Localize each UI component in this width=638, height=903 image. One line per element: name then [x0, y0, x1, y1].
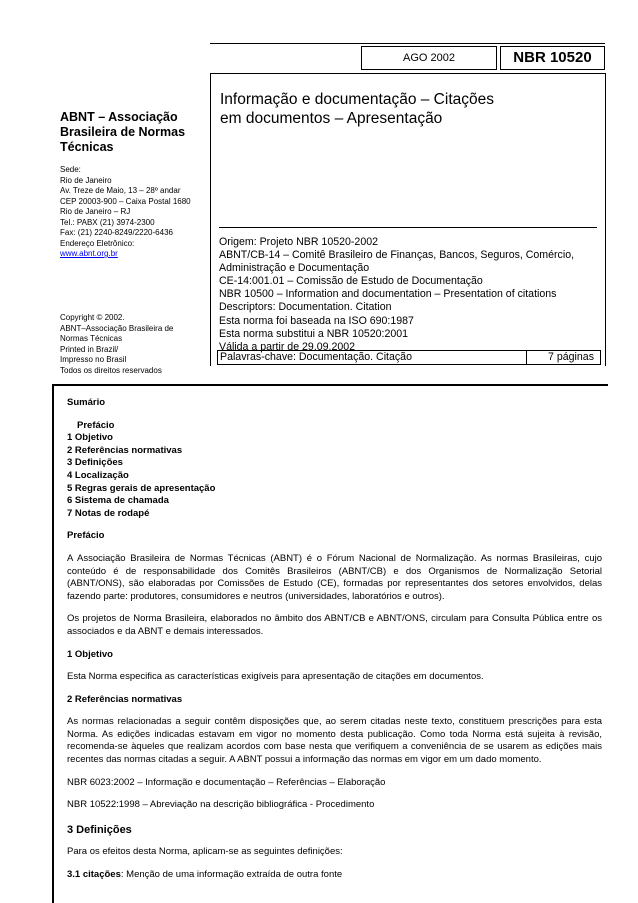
paragraph: Os projetos de Norma Brasileira, elaborados no âmbito dos ABNT/CB e ABNT/ONS, circulam para Consulta Pública entre os associados e da ABNT e demais interessados.	[67, 613, 602, 637]
website-link[interactable]: www.abnt.org.br	[60, 249, 118, 258]
toc-item[interactable]: 3 Definições	[67, 457, 123, 469]
table-of-contents	[67, 420, 602, 521]
toc-item[interactable]: 7 Notas de rodapé	[67, 507, 150, 519]
address-line: Rio de Janeiro	[60, 175, 112, 185]
definition-text: : Menção de uma informação extraída de outra fonte	[120, 869, 343, 881]
address-line: Sede:	[60, 165, 81, 174]
reference-item: NBR 6023:2002 – Informação e documentação – Referências – Elaboração	[67, 776, 386, 788]
meta-line: Esta norma substitui a NBR 10520:2001	[219, 327, 409, 340]
address-line: CEP 20003-900 – Caixa Postal 1680	[60, 196, 191, 206]
organization-address	[60, 165, 210, 260]
meta-line: Esta norma foi baseada na ISO 690:1987	[219, 314, 414, 327]
document-title-line1: Informação e documentação – Citações	[220, 91, 494, 108]
keywords-divider	[526, 351, 527, 364]
keywords-row	[217, 350, 601, 365]
address-line: Rio de Janeiro – RJ	[60, 207, 131, 216]
standard-metadata	[219, 236, 601, 354]
meta-line: Administração e Documentação	[219, 262, 370, 275]
document-body	[67, 397, 602, 882]
standard-code: NBR 10520	[500, 46, 605, 70]
definition-item	[67, 869, 602, 882]
copyright-notice	[60, 313, 210, 376]
publication-date: AGO 2002	[361, 46, 497, 70]
section-heading-objetivo: 1 Objetivo	[67, 648, 113, 660]
keywords: Palavras-chave: Documentação. Citação	[220, 351, 412, 363]
copyright-line: Todos os direitos reservados	[60, 365, 162, 375]
meta-line: Descriptors: Documentation. Citation	[219, 301, 392, 314]
reference-item: NBR 10522:1998 – Abreviação na descrição bibliográfica - Procedimento	[67, 799, 375, 811]
organization-name	[60, 110, 210, 155]
org-name-line: Brasileira de Normas	[60, 125, 186, 139]
toc-item[interactable]: 6 Sistema de chamada	[67, 495, 169, 507]
address-line: Fax: (21) 2240-8249/2220-6436	[60, 228, 173, 237]
document-title	[220, 90, 580, 128]
toc-item[interactable]: 2 Referências normativas	[67, 444, 183, 456]
section-heading-referencias: 2 Referências normativas	[67, 693, 183, 705]
org-name-line: Técnicas	[60, 140, 114, 154]
meta-line: Válida a partir de 29.09.2002	[219, 340, 356, 353]
document-title-line2: em documentos – Apresentação	[220, 110, 443, 127]
section-heading-definicoes: 3 Definições	[67, 823, 132, 836]
meta-line: NBR 10500 – Information and documentation – Presentation of citations	[219, 288, 557, 301]
section-heading-prefacio: Prefácio	[67, 530, 105, 542]
separator-rule	[219, 227, 597, 228]
meta-line: Origem: Projeto NBR 10520-2002	[219, 236, 378, 248]
copyright-line: Impresso no Brasil	[60, 355, 127, 364]
address-line: Tel.: PABX (21) 3974-2300	[60, 217, 155, 227]
toc-item[interactable]: 5 Regras gerais de apresentação	[67, 482, 216, 494]
paragraph: Esta Norma especifica as características exigíveis para apresentação de citações em documentos.	[67, 671, 484, 683]
address-line: Av. Treze de Maio, 13 – 28º andar	[60, 186, 181, 195]
meta-line: ABNT/CB-14 – Comitê Brasileiro de Finanças, Bancos, Seguros, Comércio,	[219, 249, 575, 262]
definition-term: 3.1 citações	[67, 869, 121, 881]
copyright-line: ABNT–Associação Brasileira de	[60, 323, 174, 333]
toc-item[interactable]: 4 Localização	[67, 469, 129, 481]
toc-title: Sumário	[67, 397, 106, 408]
copyright-line: Copyright © 2002.	[60, 313, 125, 322]
org-name-line: ABNT – Associação	[60, 110, 178, 124]
copyright-line: Normas Técnicas	[60, 334, 123, 343]
header-top-rule	[210, 43, 605, 44]
copyright-line: Printed in Brazil/	[60, 344, 119, 354]
toc-item[interactable]: Prefácio	[77, 419, 115, 431]
paragraph: Para os efeitos desta Norma, aplicam-se as seguintes definições:	[67, 846, 343, 858]
paragraph: As normas relacionadas a seguir contêm disposições que, ao serem citadas neste texto, constituem prescrições para esta Norma. As edições indicadas estavam em vigor no momento desta publicação. Como toda Norma está sujeita à revisão, recomenda-se àqueles que realizam acordos com base nesta que verifiquem a conveniência de se usarem as edições mais recentes das normas citadas a seguir. A ABNT possui a informação das normas em vigor em um dado momento.	[67, 716, 602, 766]
paragraph: A Associação Brasileira de Normas Técnicas (ABNT) é o Fórum Nacional de Normalização. As normas Brasileiras, cujo conteúdo é de responsabilidade dos Comitês Brasileiros (ABNT/CB) e dos Organismos de Normalização Setorial (ABNT/ONS), são elaboradas por Comissões de Estudo (CE), formadas por representantes dos setores envolvidos, delas fazendo parte: produtores, consumidores e neutros (universidades, laboratórios e outros).	[67, 552, 602, 602]
address-line: Endereço Eletrônico:	[60, 238, 135, 248]
page-count: 7 páginas	[548, 351, 594, 363]
meta-line: CE-14:001.01 – Comissão de Estudo de Documentação	[219, 275, 483, 288]
toc-item[interactable]: 1 Objetivo	[67, 432, 113, 444]
